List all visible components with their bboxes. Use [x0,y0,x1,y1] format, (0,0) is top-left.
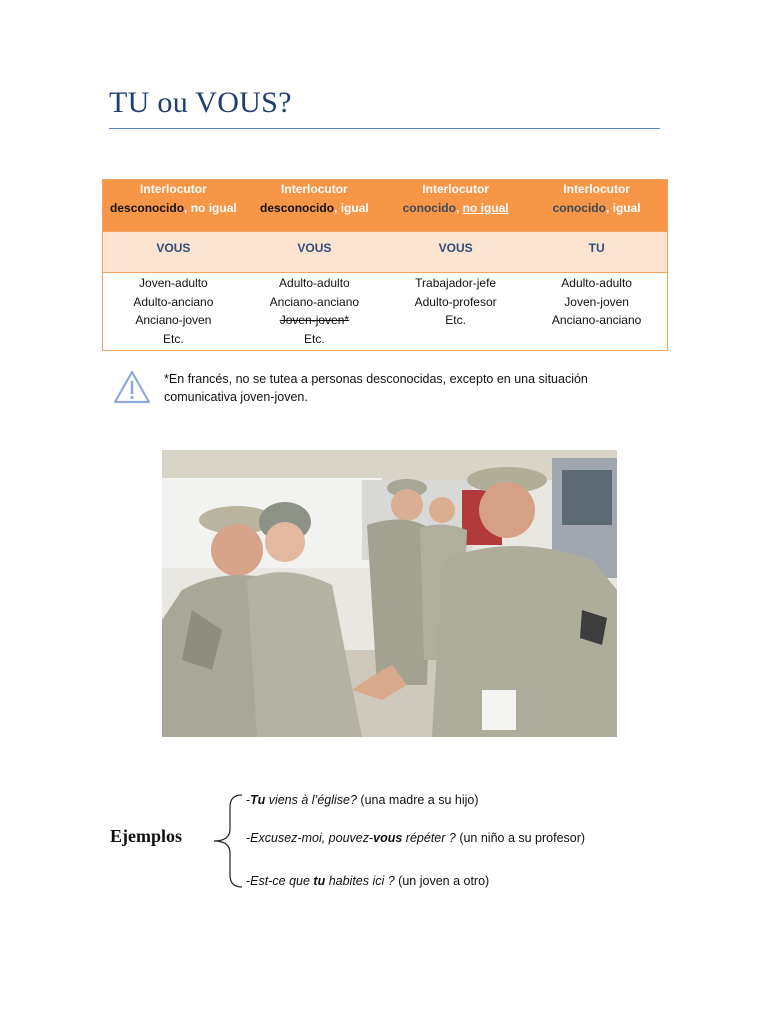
examples-label: Ejemplos [110,826,182,846]
header-keyword: desconocido [260,201,335,215]
header-sep: , [334,201,341,215]
header-keywords [385,199,526,218]
example-french: répéter ? [402,831,456,845]
cell-line: Adulto-profesor [414,294,497,309]
header-keyword: desconocido [110,201,185,215]
cell-line: Joven-adulto [139,276,208,290]
example-french: viens à l’église? [265,793,357,807]
header-sep: , [455,201,463,215]
header-line: Interlocutor [281,182,348,196]
pronoun-cell: VOUS [244,232,385,273]
header-line: Interlocutor [563,182,630,196]
table-cell [385,273,526,351]
header-cell [244,180,385,232]
pronoun-cell: VOUS [385,232,526,273]
example-context: (un joven a otro) [394,874,490,888]
example-sentence [246,874,489,888]
example-french: Est-ce que [250,874,314,888]
header-keywords [244,199,385,218]
header-keyword: conocido [402,201,456,215]
cell-line: Trabajador-jefe [415,276,497,290]
example-dash: - [246,831,251,845]
cell-line: Etc. [445,313,466,327]
header-keywords [103,199,244,218]
table-cell [244,273,385,351]
pronoun-row [103,232,668,273]
warning-triangle-icon [112,369,152,405]
pronoun-cell: TU [526,232,667,273]
example-context: (una madre a su hijo) [356,793,479,807]
header-line: Interlocutor [140,182,207,196]
header-keyword: igual [612,201,641,215]
note-text: *En francés, no se tutea a personas desconocidas, excepto en una situación comunicativa joven-joven. [164,372,588,404]
cell-line: Anciano-anciano [269,294,360,309]
table-cell [526,273,667,351]
cell-line: Etc. [304,331,325,346]
cell-line: Joven-joven [564,294,629,309]
header-sep: , [605,201,613,215]
cell-line: Adulto-adulto [279,276,350,290]
example-french: habites ici ? [325,874,395,888]
header-keywords [526,199,667,218]
header-cell [526,180,667,232]
example-pronoun: vous [373,831,403,845]
example-pronoun: tu [313,874,326,888]
header-keyword: no igual [462,201,509,215]
example-dash: - [246,793,251,807]
curly-brace-icon [208,793,251,889]
header-cell [103,180,244,232]
cell-line: Adulto-anciano [133,294,214,309]
example-french: Excusez-moi, pouvez- [250,831,374,845]
example-dash: - [246,874,251,888]
title-underline [109,128,660,129]
cell-line: Adulto-adulto [561,276,632,290]
cell-line: Anciano-anciano [551,313,642,327]
soldiers-handshake-photo [162,450,617,737]
example-sentence [246,831,585,845]
header-keyword: conocido [552,201,606,215]
example-pronoun: Tu [250,793,266,807]
example-context: (un niño a su profesor) [455,831,586,845]
example-sentence [246,793,479,807]
cell-line: Anciano-joven [135,313,212,327]
cell-line: Etc. [163,331,184,346]
examples-row [103,273,668,351]
header-keyword: no igual [190,201,237,215]
pronoun-cell: VOUS [103,232,244,273]
header-keyword: igual [340,201,369,215]
tu-vous-table [102,179,668,351]
header-sep: , [184,201,191,215]
cell-line-strikethrough: Joven-joven* [279,313,350,327]
page-title: TU ou VOUS? [109,86,292,119]
header-line: Interlocutor [422,182,489,196]
table-cell [103,273,244,351]
table-header-row [103,180,668,232]
header-cell [385,180,526,232]
